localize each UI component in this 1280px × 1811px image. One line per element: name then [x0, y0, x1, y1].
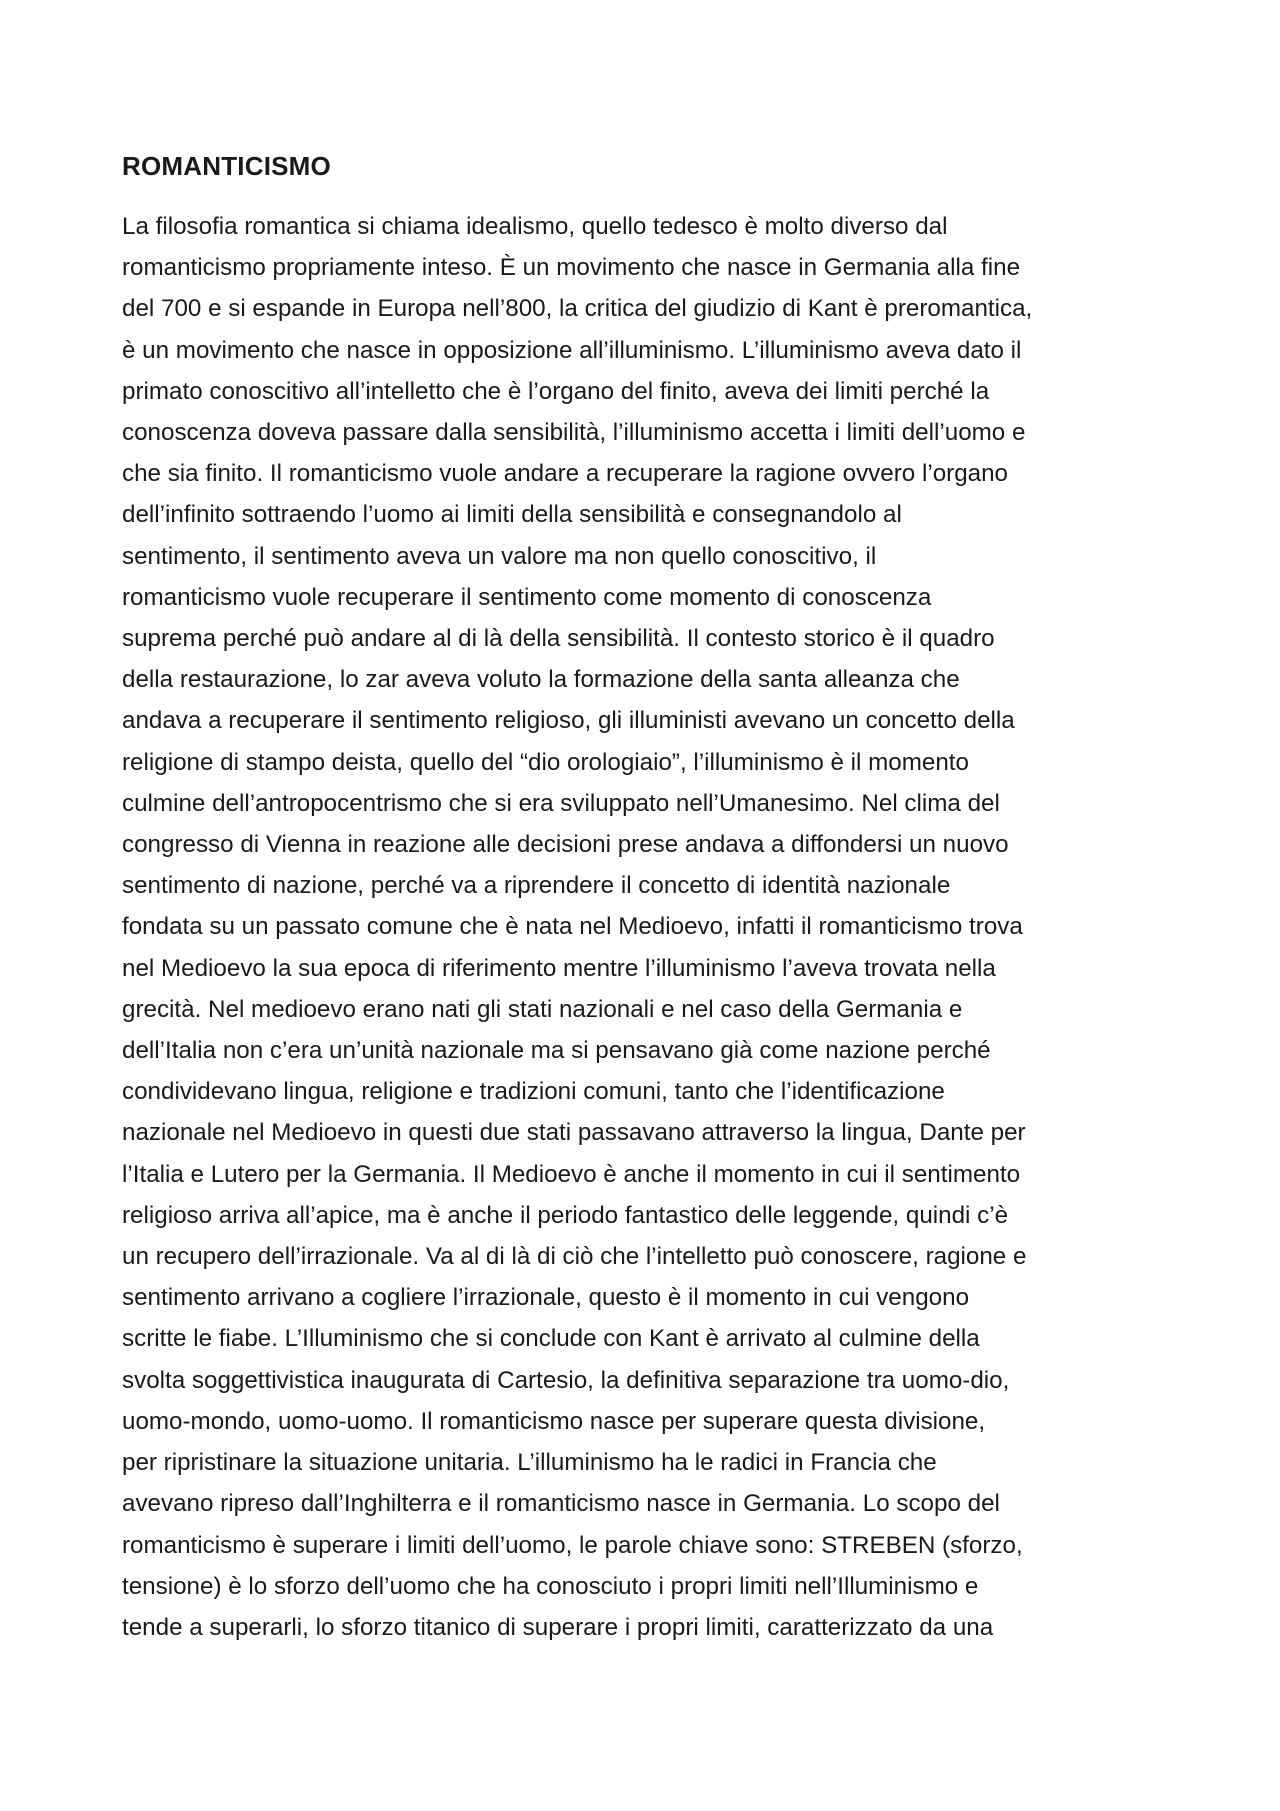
text-line: della restaurazione, lo zar aveva voluto la formazione della santa alleanza che: [122, 666, 960, 694]
main-paragraph: [122, 206, 1170, 1648]
text-line: uomo-mondo, uomo-uomo. Il romanticismo nasce per superare questa divisione,: [122, 1407, 986, 1435]
text-line: dell’Italia non c’era un’unità nazionale ma si pensavano già come nazione perché: [122, 1037, 991, 1065]
text-line: l’Italia e Lutero per la Germania. Il Medioevo è anche il momento in cui il sentimento: [122, 1160, 1021, 1188]
text-line: svolta soggettivistica inaugurata di Cartesio, la definitiva separazione tra uomo-dio,: [122, 1366, 1010, 1394]
text-line: sentimento arrivano a cogliere l’irrazionale, questo è il momento in cui vengono: [122, 1284, 970, 1312]
text-line: fondata su un passato comune che è nata nel Medioevo, infatti il romanticismo trova: [122, 913, 1023, 941]
text-line: un recupero dell’irrazionale. Va al di là di ciò che l’intelletto può conoscere, ragione e: [122, 1243, 1027, 1271]
text-line: per ripristinare la situazione unitaria. L’illuminismo ha le radici in Francia che: [122, 1449, 937, 1477]
text-line: congresso di Vienna in reazione alle decisioni prese andava a diffondersi un nuovo: [122, 831, 1009, 859]
text-line: dell’infinito sottraendo l’uomo ai limiti della sensibilità e consegnandolo al: [122, 501, 902, 529]
text-line: romanticismo propriamente inteso. È un movimento che nasce in Germania alla fine: [122, 254, 1021, 282]
text-line: nazionale nel Medioevo in questi due stati passavano attraverso la lingua, Dante per: [122, 1119, 1026, 1147]
text-line: La filosofia romantica si chiama idealismo, quello tedesco è molto diverso dal: [122, 213, 948, 240]
page-title: ROMANTICISMO: [122, 151, 331, 181]
text-line: romanticismo vuole recuperare il sentimento come momento di conoscenza: [122, 583, 932, 611]
text-line: primato conoscitivo all’intelletto che è l’organo del finito, aveva dei limiti perché la: [122, 377, 990, 405]
text-line: religione di stampo deista, quello del “dio orologiaio”, l’illuminismo è il momento: [122, 748, 969, 776]
text-line: suprema perché può andare al di là della sensibilità. Il contesto storico è il quadro: [122, 625, 995, 653]
text-line: tende a superarli, lo sforzo titanico di superare i propri limiti, caratterizzato da una: [122, 1613, 994, 1641]
text-line: grecità. Nel medioevo erano nati gli stati nazionali e nel caso della Germania e: [122, 995, 963, 1023]
text-line: avevano ripreso dall’Inghilterra e il romanticismo nasce in Germania. Lo scopo del: [122, 1490, 1000, 1518]
text-line: condividevano lingua, religione e tradizioni comuni, tanto che l’identificazione: [122, 1078, 945, 1106]
text-line: nel Medioevo la sua epoca di riferimento mentre l’illuminismo l’aveva trovata nella: [122, 954, 996, 982]
text-line: conoscenza doveva passare dalla sensibilità, l’illuminismo accetta i limiti dell’uomo e: [122, 419, 1026, 447]
text-line: culmine dell’antropocentrismo che si era sviluppato nell’Umanesimo. Nel clima del: [122, 789, 1000, 817]
text-line: tensione) è lo sforzo dell’uomo che ha conosciuto i propri limiti nell’Illuminismo e: [122, 1572, 979, 1600]
text-line: andava a recuperare il sentimento religioso, gli illuministi avevano un concetto della: [122, 707, 1015, 735]
text-line: è un movimento che nasce in opposizione all’illuminismo. L’illuminismo aveva dato il: [122, 336, 1022, 364]
text-line: religioso arriva all’apice, ma è anche il periodo fantastico delle leggende, quindi c’è: [122, 1201, 1009, 1229]
text-line: che sia finito. Il romanticismo vuole andare a recuperare la ragione ovvero l’organo: [122, 460, 1009, 488]
text-line: romanticismo è superare i limiti dell’uomo, le parole chiave sono: STREBEN (sforzo,: [122, 1531, 1023, 1559]
text-line: sentimento di nazione, perché va a riprendere il concetto di identità nazionale: [122, 872, 951, 900]
text-line: scritte le fiabe. L’Illuminismo che si conclude con Kant è arrivato al culmine della: [122, 1325, 980, 1353]
text-line: sentimento, il sentimento aveva un valore ma non quello conoscitivo, il: [122, 542, 877, 570]
document-body: [122, 148, 1170, 1648]
text-line: del 700 e si espande in Europa nell’800, la critica del giudizio di Kant è preromantica,: [122, 295, 1033, 323]
